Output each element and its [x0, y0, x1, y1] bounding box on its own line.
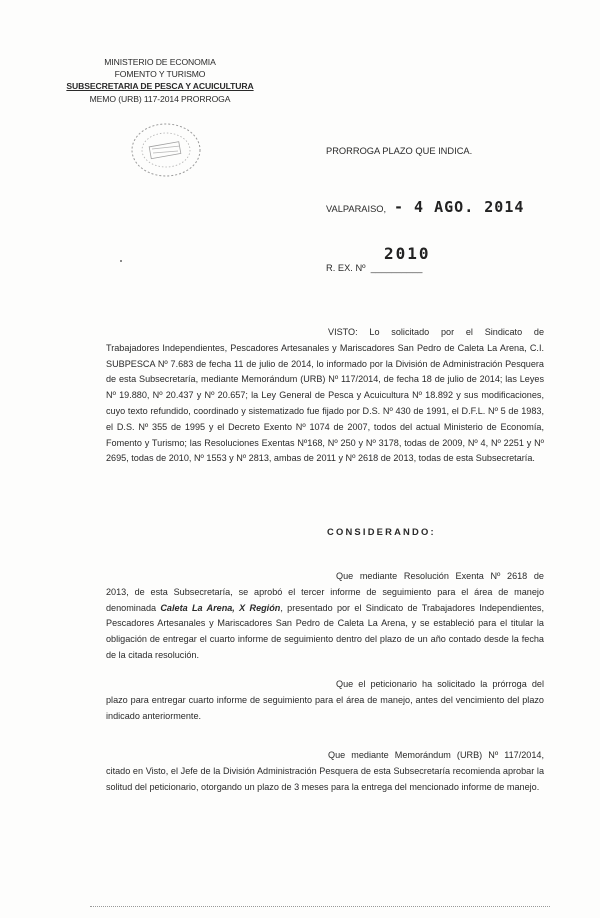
resolution-number: 2010 [384, 244, 431, 263]
visto-text: Lo solicitado por el Sindicato de Trabajadores Independientes, Pescadores Artesanales y Mariscadores San Pedro de Caleta La Arena, C.I. SUBPESCA Nº 7.683 de fecha 11 de julio de 2014, lo informado por la División de Administración Pesquera de esta Subsecretaría, mediante Memorándum (URB) Nº 117/2014, de fecha 18 de julio de 2014; las Leyes Nº 19.880, Nº 20.437 y Nº 20.657; la Ley General de Pesca y Acuicultura Nº 18.892 y sus modificaciones, cuyo texto refundido, coordinado y sistematizado fue fijado por D.S. Nº 430 de 1991, el D.F.L. Nº 5 de 1983, el D.S. Nº 355 de 1995 y el Decreto Exento Nº 1074 de 2007, todos del actual Ministerio de Economía, Fomento y Turismo; las Resoluciones Exentas Nº168, Nº 250 y Nº 3178, todas de 2009, Nº 4, Nº 2251 y Nº 2695, todas de 2010, Nº 1553 y Nº 2813, ambas de 2011 y Nº 2618 de 2013, todas de esta Subsecretaría. [106, 327, 544, 464]
place-label: VALPARAISO, [326, 204, 387, 214]
considerando-heading: CONSIDERANDO: [327, 526, 436, 537]
resolution-label [326, 263, 422, 273]
considerando-paragraph-1 [106, 569, 544, 664]
office-stamp-icon [128, 120, 204, 180]
considerando-paragraph-3 [106, 748, 544, 795]
letterhead [60, 56, 260, 105]
p3-text: Que mediante Memorándum (URB) Nº 117/2014, citado en Visto, el Jefe de la División Administración Pesquera de esta Subsecretaría recomienda aprobar la solitud del peticionario, otorgando un plazo de 3 meses para la entrega del mencionado informe de manejo. [106, 750, 544, 792]
scan-speck [120, 260, 122, 262]
page-bottom-rule [90, 906, 550, 907]
ministry-name-2: FOMENTO Y TURISMO [114, 69, 206, 80]
considerando-paragraph-2 [106, 677, 544, 724]
resolution-underline: __________ [368, 263, 423, 273]
subsecretaria-name: SUBSECRETARIA DE PESCA Y ACUICULTURA [66, 81, 254, 92]
document-subject: PRORROGA PLAZO QUE INDICA. [326, 146, 473, 156]
p1-area-name: Caleta La Arena, X Región [160, 602, 281, 613]
ministry-name: MINISTERIO DE ECONOMIA [104, 57, 216, 67]
p1-text-a: Que mediante Resolución Exenta Nº 2618 de 2013, de esta Subsecretaría, se aprobó el tercer informe de seguimiento para el área de manejo denominada [106, 571, 544, 613]
p2-text: Que el peticionario ha solicitado la prórroga del plazo para entregar cuarto informe de seguimiento para el área de manejo, antes del vencimiento del plazo indicado anteriormente. [106, 679, 544, 721]
memo-reference: MEMO (URB) 117-2014 PRORROGA [89, 93, 231, 104]
p1-text-c: , presentado por el Sindicato de Trabajadores Independientes, Pescadores Artesanales y Mariscadores San Pedro de Caleta La Arena, y se estableció para el titular la obligación de entregar el cuarto informe de seguimiento dentro del plazo de un año contado desde la fecha de la citada resolución. [106, 602, 544, 660]
date-stamp: - 4 AGO. 2014 [394, 198, 525, 216]
resolution-prefix: R. EX. Nº [326, 263, 366, 273]
visto-label: VISTO: [328, 327, 358, 337]
visto-paragraph [106, 325, 544, 467]
